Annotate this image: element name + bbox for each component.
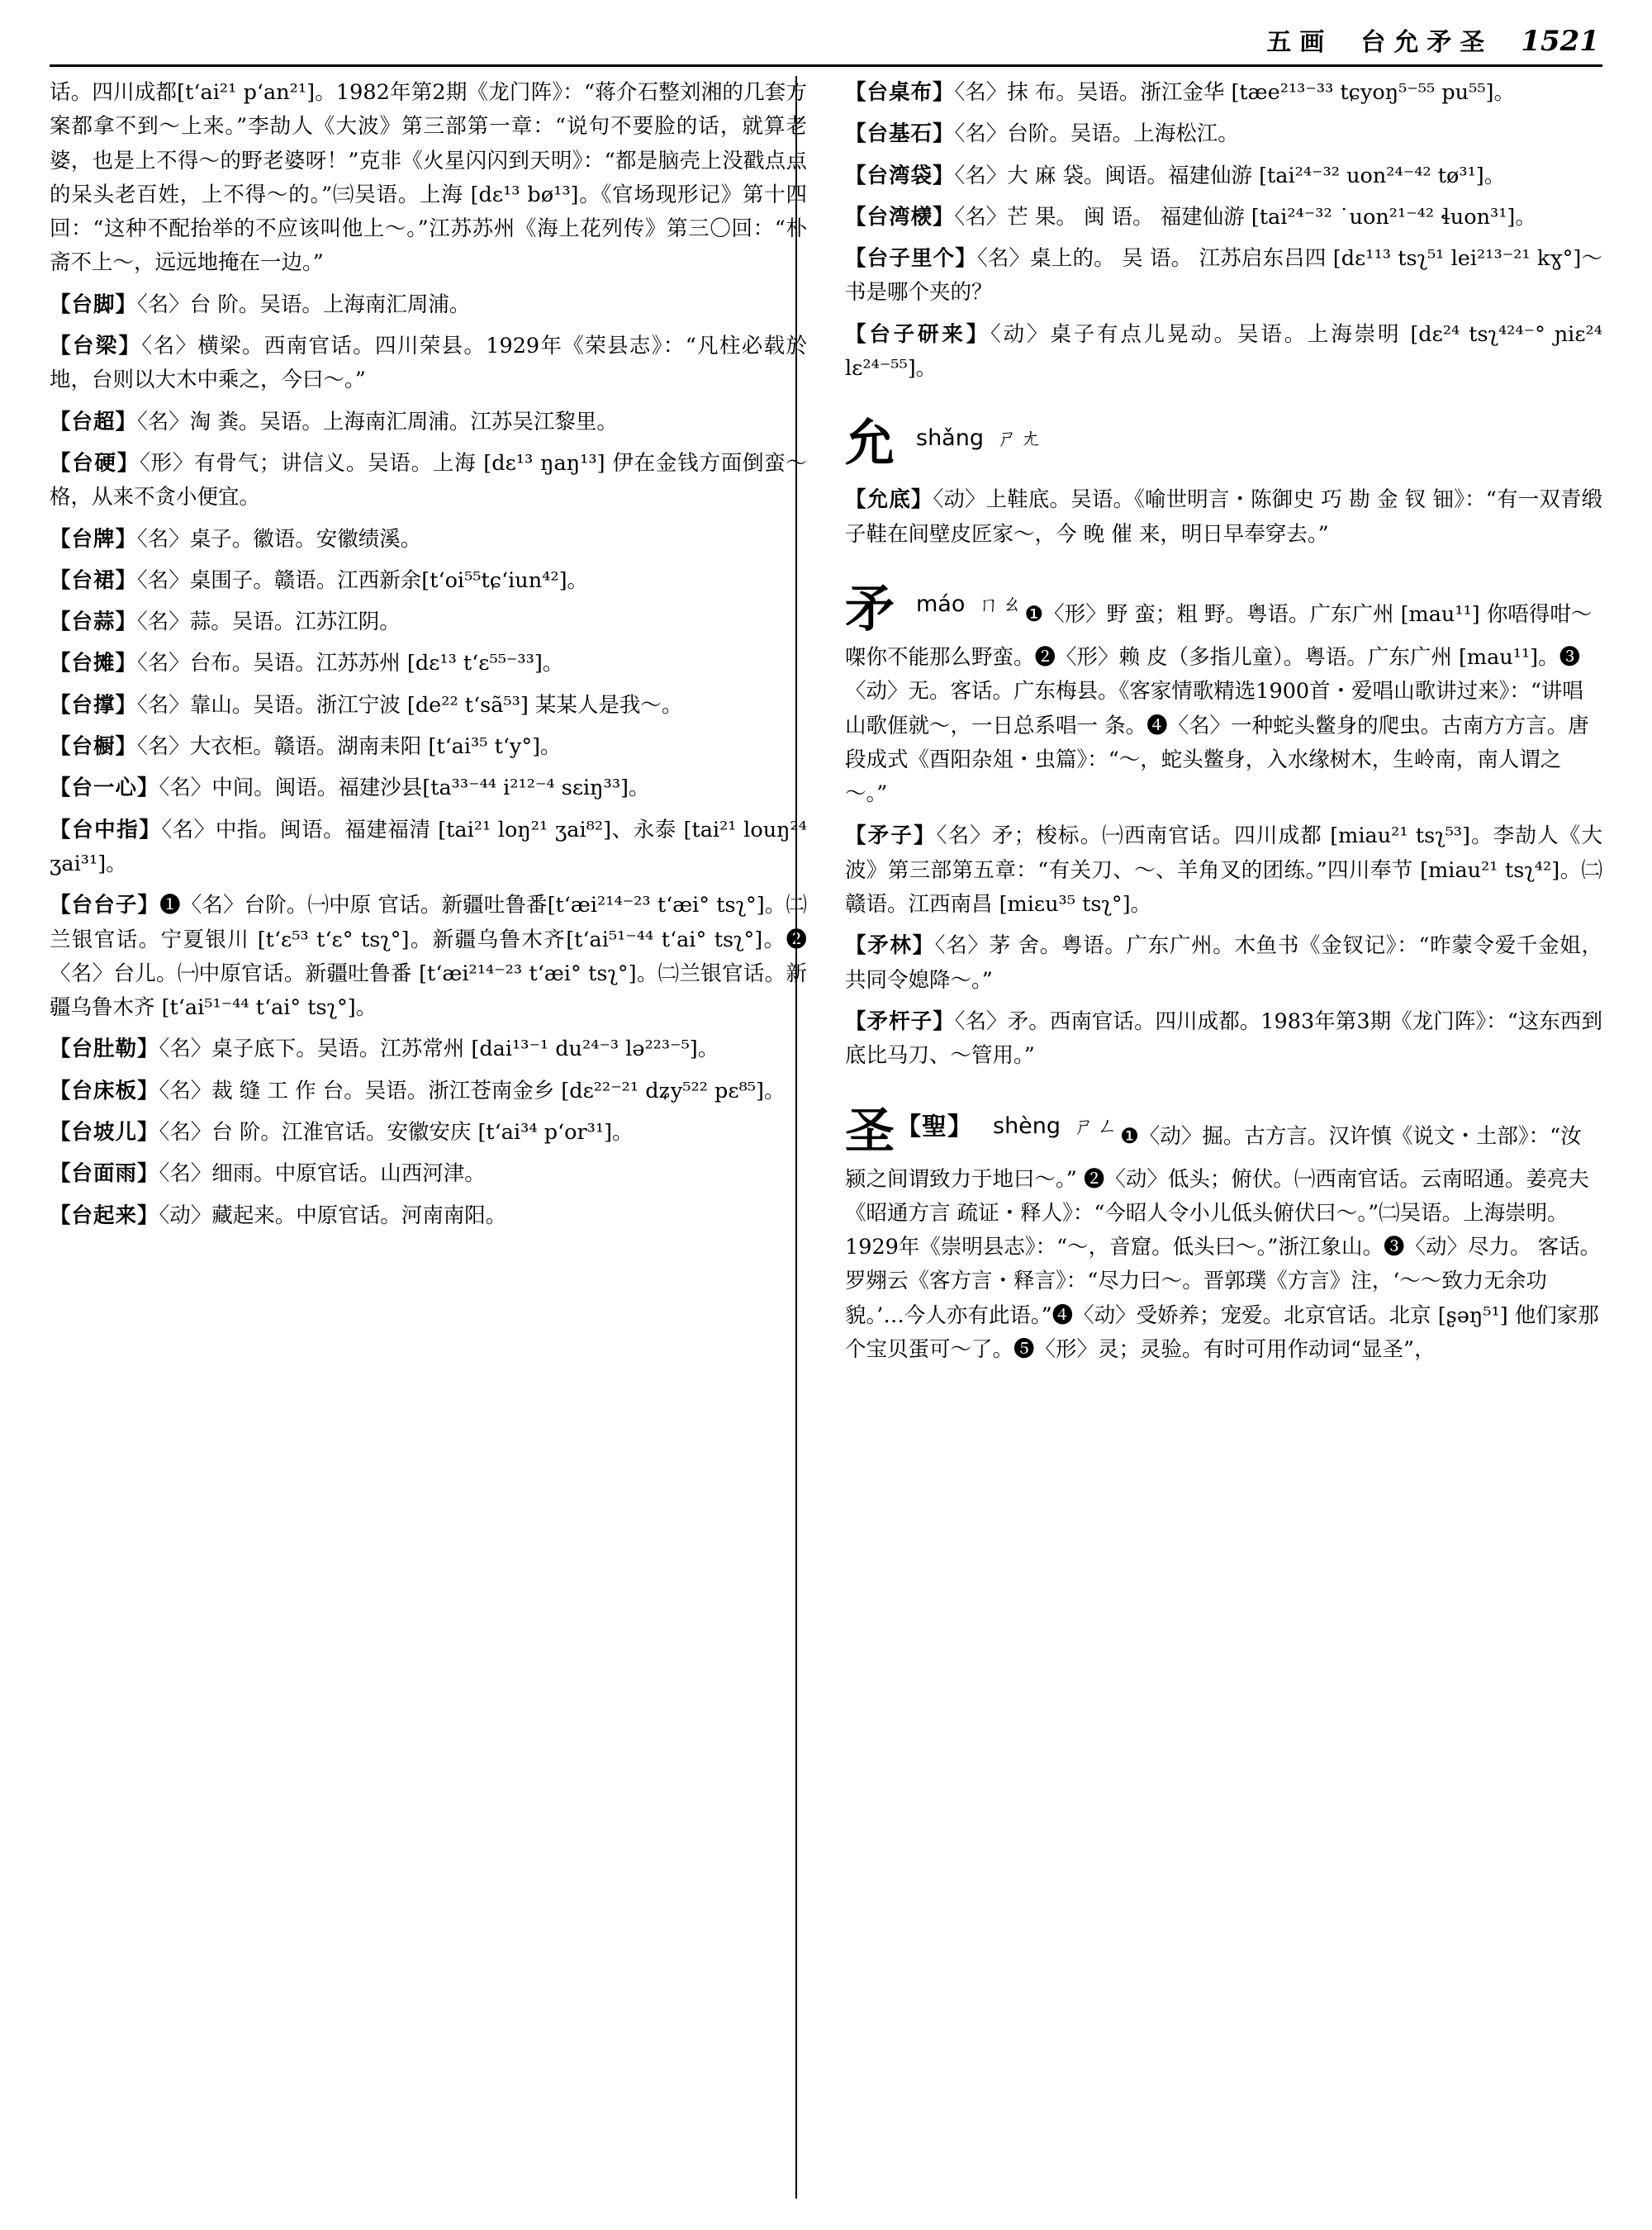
headword: 【台台子】 bbox=[50, 893, 160, 918]
entry-tai-po-er bbox=[50, 1116, 807, 1150]
entry-body: 〈名〉桌围子。赣语。江西新余[tʻoi⁵⁵tɕʻiun⁴²]。 bbox=[137, 567, 589, 593]
entry-body: 〈名〉中间。闽语。福建沙县[ta³³⁻⁴⁴ i²¹²⁻⁴ sɛiŋ³³]。 bbox=[159, 776, 650, 801]
headword: 【矛子】 bbox=[845, 823, 937, 849]
entry-tai-jiao bbox=[50, 288, 807, 322]
headword: 【台湾檨】 bbox=[845, 204, 955, 230]
entry-body: 话。四川成都[tʻai²¹ pʻan²¹]。1982年第2期《龙门阵》：“蒋介石整刘湘的几套方案都拿不到～上来。”李劼人《大波》第三部第一章：“说句不要脸的话，就算老婆，也是上不得～的野老婆呀！”克非《火星闪闪到天明》：“都是脑壳上没戳点点的呆头老百姓，上不得～的。”㈢吴语。上海 [dɛ¹³ bø¹³]。《官场现形记》第十四回：“这种不配抬举的不应该叫他上～。”江苏苏州《海上花列传》第三〇回：“朴斋不上～，远远地掩在一边。” bbox=[50, 80, 807, 276]
entry-body: 〈名〉芒 果。 闽 语。 福建仙游 [tai²⁴⁻³² ˙uon²¹⁻⁴² ɬuon³¹]。 bbox=[954, 204, 1536, 230]
running-head-section: 五画 bbox=[1266, 28, 1333, 57]
left-column bbox=[50, 76, 807, 2199]
entry-tai-zhong-zhi bbox=[50, 814, 807, 882]
entry-tai-tan bbox=[50, 647, 807, 681]
entry-tai-wan-dai bbox=[845, 159, 1602, 193]
entry-body: ❶〈形〉野 蛮；粗 野。粤语。广东广州 [mau¹¹] 你唔得咁～㗎你不能那么野蛮。❷〈形〉赖 皮（多指儿童）。粤语。广东广州 [mau¹¹]。❸〈动〉无。客话。广东梅县。《客家情歌精选1900首・爱唱山歌讲过来》：“讲唱山歌𠊎就～，一日总系唱一 条。❹〈名〉一种蛇头鳖身的爬虫。古南方方言。唐段成式《酉阳杂俎・虫篇》：“～，蛇头鳖身，入水缘树木，生岭南，南人谓之～。” bbox=[845, 601, 1593, 807]
headword: 【台蒜】 bbox=[50, 610, 138, 635]
headword: 【台摊】 bbox=[50, 651, 138, 676]
head-character: 允 bbox=[845, 415, 896, 473]
head-character: 矛 bbox=[845, 580, 896, 638]
entry-tai-cheng bbox=[50, 689, 807, 723]
entry-mao-zi bbox=[845, 819, 1602, 922]
entry-body: ❶〈名〉台阶。㈠中原 官话。新疆吐鲁番[tʻæi²¹⁴⁻²³ tʻæi° tsʅ°]。㈡兰银官话。宁夏银川 [tʻɛ⁵³ tʻɛ° tsʅ°]。新疆乌鲁木齐[tʻai⁵¹⁻⁴⁴ tʻai° tsʅ°]。❷〈名〉台儿。㈠中原官话。新疆吐鲁番 [tʻæi²¹⁴⁻²³ tʻæi° tsʅ°]。㈡兰银官话。新疆乌鲁木齐 [tʻai⁵¹⁻⁴⁴ tʻai° tsʅ°]。 bbox=[50, 893, 807, 1021]
headword: 【台湾袋】 bbox=[845, 163, 955, 188]
headword: 【台撑】 bbox=[50, 692, 138, 718]
entry-mao-gan-zi bbox=[845, 1005, 1602, 1074]
headword: 【台基石】 bbox=[845, 121, 955, 147]
entry-body: 〈名〉大 麻 袋。闽语。福建仙游 [tai²⁴⁻³² uon²⁴⁻⁴² tø³¹]。 bbox=[954, 163, 1506, 188]
headword: 【台梁】 bbox=[50, 334, 142, 359]
entry-body: 〈名〉台 阶。江淮官话。安徽安庆 [tʻai³⁴ pʻor³¹]。 bbox=[159, 1120, 634, 1146]
entry-tai-ji-shi bbox=[845, 117, 1602, 151]
entry-tai-du-le bbox=[50, 1032, 807, 1066]
pinyin: máo bbox=[916, 591, 966, 617]
zhuyin: ㄕㄥ bbox=[1074, 1113, 1121, 1138]
entry-body: 〈名〉茅 舍。粤语。广东广州。木鱼书《金钗记》：“昨蒙令爱千金姐，共同令媳降～。” bbox=[845, 933, 1602, 993]
pinyin: shǎng bbox=[916, 425, 984, 452]
entry-body: 〈名〉台 阶。吴语。上海南汇周浦。 bbox=[137, 292, 471, 317]
entry-body: 〈名〉淘 粪。吴语。上海南汇周浦。江苏吴江黎里。 bbox=[137, 409, 618, 434]
entry-body: 〈名〉中指。闽语。福建福清 [tai²¹ loŋ²¹ ʒai⁸²]、永泰 [tai²¹ louŋ²⁴ ʒai³¹]。 bbox=[50, 817, 807, 876]
header-rule bbox=[50, 64, 1602, 67]
entry-continuation bbox=[50, 76, 807, 281]
entry-body: 〈名〉蒜。吴语。江苏江阴。 bbox=[137, 610, 401, 635]
entry-body: 〈名〉细雨。中原官话。山西河津。 bbox=[159, 1161, 486, 1187]
headword: 【台肚勒】 bbox=[50, 1037, 159, 1062]
headword: 【台中指】 bbox=[50, 817, 162, 842]
entry-body: 〈名〉桌子底下。吴语。江苏常州 [dai¹³⁻¹ du²⁴⁻³ lə²²³⁻⁵]。 bbox=[159, 1037, 719, 1062]
entry-body: ❶〈动〉掘。古方言。汉许慎《说文・土部》：“汝颍之间谓致力于地曰～。” ❷〈动〉低头；俯伏。㈠西南官话。云南昭通。姜亮夫《昭通方言 疏证・释人》：“今昭人令小儿低头俯伏曰～。”㈡吴语。上海崇明。1929年《崇明县志》：“～，音窟。低头曰～。”浙江象山。❸〈动〉尽力。 客话。 罗翙云《客方言・释言》：“尽力曰～。晋郭璞《方言》注，‘～～致力无余功貌。’…今人亦有此语。”❹〈动〉受娇养；宠爱。北京官话。北京 [ʂəŋ⁵¹] 他们家那个宝贝蛋可～了。❺〈形〉灵；灵验。有时可用作动词“显圣”， bbox=[845, 1123, 1602, 1363]
zhuyin: ㄕㄤ bbox=[996, 426, 1043, 451]
entry-body: 〈名〉台阶。吴语。上海松江。 bbox=[954, 121, 1239, 147]
zhuyin: ㄇㄠ bbox=[978, 591, 1025, 616]
char-heading-shang bbox=[845, 404, 1602, 475]
entry-tai-chu bbox=[50, 730, 807, 764]
entry-body: 〈名〉裁 缝 工 作 台。吴语。浙江苍南金乡 [dɛ²²⁻²¹ dʑy⁵²² pɛ⁸⁵]。 bbox=[159, 1078, 786, 1103]
headword: 【允底】 bbox=[845, 487, 933, 513]
entry-body: 〈名〉横梁。西南官话。四川荣县。1929年《荣县志》：“凡柱必载於地，台则以大木中乘之，今曰～。” bbox=[50, 334, 807, 393]
running-head-chars: 台允矛圣 bbox=[1360, 28, 1493, 57]
pinyin: shèng bbox=[993, 1113, 1061, 1139]
entry-tai-zi-yan-lai bbox=[845, 318, 1602, 387]
entry-body: 〈名〉矛；梭标。㈠西南官话。四川成都 [miau²¹ tsʅ⁵³]。李劼人《大波》第三部第五章：“有关刀、～、羊角叉的团练。”四川奉节 [miau²¹ tsʅ⁴²]。㈡赣语。江西南昌 [miɛu³⁵ tsʅ°]。 bbox=[845, 823, 1602, 918]
entry-body: 〈动〉上鞋底。吴语。《喻世明言・陈御史 巧 勘 金 钗 钿》：“有一双青缎子鞋在间壁皮匠家～，今 晚 催 来，明日早奉穿去。” bbox=[845, 487, 1602, 547]
entry-tai-yi-xin bbox=[50, 771, 807, 805]
entry-body: 〈名〉抹 布。吴语。浙江金华 [tæe²¹³⁻³³ tɕyoŋ⁵⁻⁵⁵ pu⁵⁵]。 bbox=[954, 80, 1515, 105]
headword: 【台橱】 bbox=[50, 734, 138, 760]
entry-body: 〈名〉矛。西南官话。四川成都。1983年第3期《龙门阵》：“这东西到底比马刀、～管用。” bbox=[845, 1008, 1602, 1069]
entry-tai-pai bbox=[50, 523, 807, 557]
running-head bbox=[1266, 21, 1599, 58]
entry-tai-qi-lai bbox=[50, 1199, 807, 1233]
entry-body: 〈动〉藏起来。中原官话。河南南阳。 bbox=[159, 1203, 507, 1228]
headword: 【台床板】 bbox=[50, 1078, 159, 1103]
entry-body: 〈名〉大衣柜。赣语。湖南耒阳 [tʻai³⁵ tʻy°]。 bbox=[137, 734, 562, 760]
entry-shang-di bbox=[845, 483, 1602, 552]
headword: 【矛林】 bbox=[845, 933, 935, 959]
headword: 【台桌布】 bbox=[845, 80, 955, 105]
headword: 【台裙】 bbox=[50, 567, 138, 593]
entry-tai-qun bbox=[50, 564, 807, 598]
entry-tai-chuang-ban bbox=[50, 1075, 807, 1108]
variant-character: 【聖】 bbox=[896, 1112, 973, 1141]
right-column bbox=[845, 76, 1602, 2199]
headword: 【台起来】 bbox=[50, 1203, 159, 1228]
headword: 【矛杆子】 bbox=[845, 1008, 955, 1034]
entry-tai-tai-zi bbox=[50, 889, 807, 1025]
entry-body: 〈名〉靠山。吴语。浙江宁波 [de²² tʻsã⁵³] 某某人是我～。 bbox=[137, 692, 683, 718]
headword: 【台硬】 bbox=[50, 450, 140, 476]
entry-mao-lin bbox=[845, 929, 1602, 998]
entry-body: 〈名〉桌上的。 吴 语。 江苏启东吕四 [dɛ¹¹³ tsʅ⁵¹ lei²¹³⁻²¹ kɣ°]～书是哪个夹的？ bbox=[845, 246, 1602, 306]
entry-body: 〈名〉桌子。徽语。安徽绩溪。 bbox=[137, 526, 422, 552]
entry-body: 〈名〉台布。吴语。江苏苏州 [dɛ¹³ tʻɛ⁵⁵⁻³³]。 bbox=[137, 651, 564, 676]
entry-tai-chao bbox=[50, 406, 807, 439]
entry-body: 〈形〉有骨气；讲信义。吴语。上海 [dɛ¹³ ŋaŋ¹³] 伊在金钱方面倒蛮～格，从来不贪小便宜。 bbox=[50, 450, 807, 510]
entry-tai-ying bbox=[50, 447, 807, 515]
headword: 【台坡儿】 bbox=[50, 1120, 159, 1146]
entry-body: 〈动〉桌子有点儿晃动。吴语。上海崇明 [dɛ²⁴ tsʅ⁴²⁴⁻° ɲiɛ²⁴ lɛ²⁴⁻⁵⁵]。 bbox=[845, 321, 1602, 382]
entry-tai-liang bbox=[50, 330, 807, 398]
headword: 【台面雨】 bbox=[50, 1161, 159, 1187]
entry-tai-mian-yu bbox=[50, 1157, 807, 1191]
entry-tai-zhuo-bu bbox=[845, 76, 1602, 110]
entry-tai-zi-li-ge bbox=[845, 242, 1602, 311]
char-heading-sheng bbox=[845, 1092, 1602, 1368]
headword: 【台一心】 bbox=[50, 776, 159, 801]
page-number: 1521 bbox=[1521, 25, 1599, 58]
headword: 【台子里个】 bbox=[845, 246, 977, 272]
headword: 【台超】 bbox=[50, 409, 138, 434]
headword: 【台牌】 bbox=[50, 526, 138, 552]
char-heading-mao bbox=[845, 570, 1602, 811]
body-columns bbox=[50, 76, 1602, 2199]
entry-tai-suan bbox=[50, 605, 807, 639]
headword: 【台子研来】 bbox=[845, 321, 991, 347]
head-character: 圣 bbox=[845, 1102, 896, 1160]
headword: 【台脚】 bbox=[50, 292, 138, 317]
entry-tai-wan-yang bbox=[845, 201, 1602, 235]
